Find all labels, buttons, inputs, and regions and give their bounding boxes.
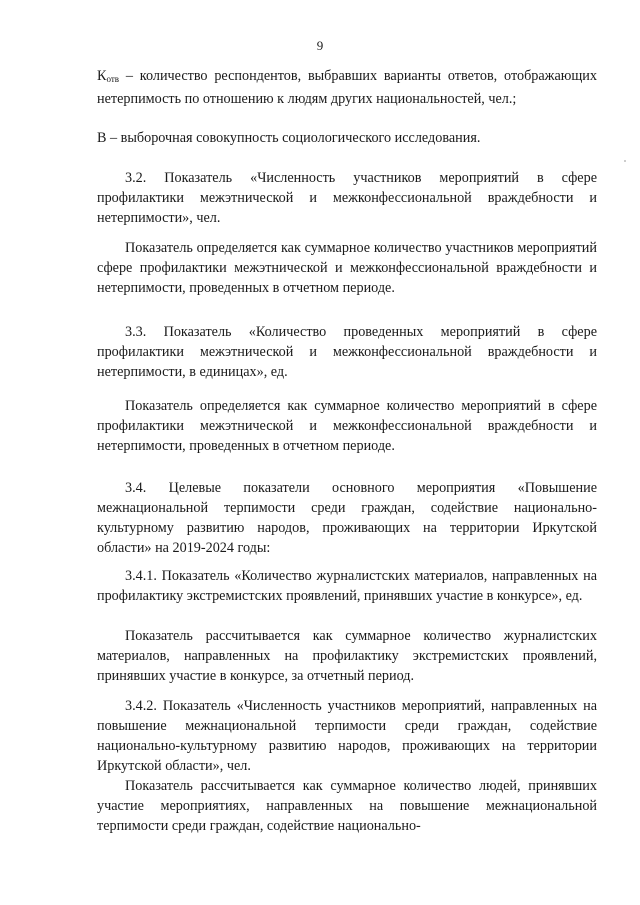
section-3-4-1-title: 3.4.1. Показатель «Количество журналистских материалов, направленных на профилактику экстремистских проявлений, принявших участие в конкурсе», ед. — [97, 568, 597, 604]
paragraph-k-definition — [97, 66, 597, 109]
section-3-3-title: 3.3. Показатель «Количество проведенных мероприятий в сфере профилактики межэтнической и межконфессиональной враждебности и нетерпимости, в единицах», ед. — [97, 324, 597, 380]
section-3-4-2-text: Показатель рассчитывается как суммарное количество людей, принявших участие мероприятиях, направленных на повышение межнациональной терпимости среди граждан, содействие национально- — [97, 778, 597, 834]
section-3-4-2-title: 3.4.2. Показатель «Численность участников мероприятий, направленных на повышение межнациональной терпимости среди граждан, содействие национально-культурному развитию народов, проживающих на территории Иркутской области», чел. — [97, 698, 597, 774]
section-3-4-title: 3.4. Целевые показатели основного мероприятия «Повышение межнациональной терпимости среди граждан, содействие национально-культурному развитию народов, проживающих на территории Иркутской области» на 2019-2024 годы: — [97, 480, 597, 556]
section-3-4-1-text: Показатель рассчитывается как суммарное количество журналистских материалов, направленных на профилактику экстремистских проявлений, принявших участие в конкурсе, за отчетный период. — [97, 628, 597, 684]
k-definition-text: – количество респондентов, выбравших варианты ответов, отображающих нетерпимость по отношению к людям других национальностей, чел.; — [97, 68, 597, 107]
page-number: 9 — [316, 38, 324, 53]
section-3-3-text: Показатель определяется как суммарное количество мероприятий в сфере профилактики межэтнической и межконфессиональной враждебности и нетерпимости, проведенных в отчетном периоде. — [97, 398, 597, 454]
k-variable: К — [97, 68, 107, 84]
paragraph-b-definition: В – выборочная совокупность социологического исследования. — [97, 130, 481, 146]
k-subscript: отв — [106, 74, 120, 84]
section-3-2-text: Показатель определяется как суммарное количество участников мероприятий сфере профилактики межэтнической и межконфессиональной враждебности и нетерпимости, проведенных в отчетном периоде. — [97, 240, 597, 296]
section-3-2-title: 3.2. Показатель «Численность участников мероприятий в сфере профилактики межэтнической и межконфессиональной враждебности и нетерпимости», чел. — [97, 170, 597, 226]
scan-speck — [624, 160, 626, 162]
